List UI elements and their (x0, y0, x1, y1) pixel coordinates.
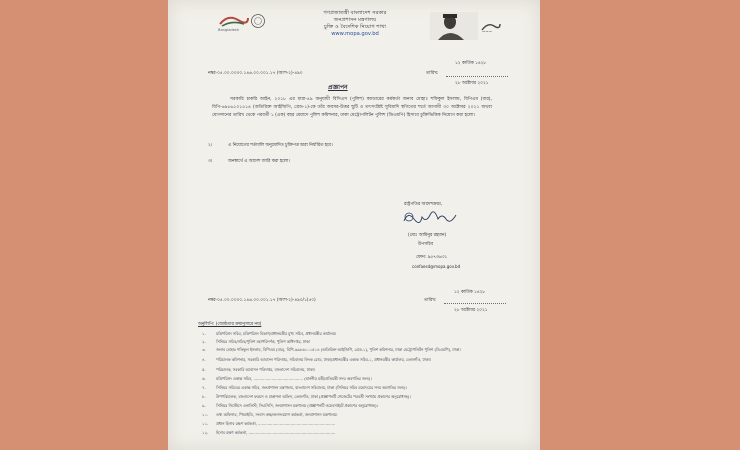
list-item: ১০. তথ্য অফিসার, পিআইডি, সংবাদ কক্ষ/জনসংযোগ কর্মকর্তা, জনপ্রশাসন মন্ত্রণালয়। (202, 412, 338, 417)
signatory-designation: উপসচিব (418, 242, 434, 247)
list-item: ৮. উপপরিচালক, বাংলাদেশ ফরমস ও প্রকাশনা অফিস, তেজগাঁও, ঢাকা (প্রজ্ঞাপনটি গেজেটের পরবর্তী সংখ্যায় প্রকাশের অনুরোধসহ)। (202, 394, 411, 399)
memo-number: নম্বর-০৫.০০.০০০০.১৪৬.০০.০০১.১৭ (অংশ-২)-৪৯০ (208, 71, 303, 76)
list-item: ৬. মন্ত্রিপরিষদ একান্ত সচিব, ......................................... (মাননীয় মন্ত্রী/প্রতিমন্ত্রী সদয় অবগতির জন্য)। (202, 376, 372, 381)
date-divider (444, 303, 506, 304)
item-number: ২। (208, 143, 213, 148)
logo-text: Bangladesh (218, 28, 240, 32)
list-item: ২. সিনিয়র সচিব/সচিব/পুলিশ মহাপরিদর্শক, পুলিশ অধিদপ্তর, ঢাকা (202, 339, 310, 344)
list-item: ৭. সিনিয়র সচিবের একান্ত সচিব, জনপ্রশাসন মন্ত্রণালয়, বাংলাদেশ সচিবালয়, ঢাকা (সিনিয়র সচিব মহোদয়ের সদয় অবগতির জন্য)। (202, 385, 407, 390)
item-text: জনস্বার্থে এ আদেশ জারি করা হলো। (228, 159, 290, 164)
signatory-name: (মোঃ আমিনুর রহমান) (408, 233, 447, 238)
memo2-date-label: তারিখ: (424, 298, 437, 303)
header-line-3: চুক্তি ও বৈদেশিক নিয়োগ শাখা (324, 24, 386, 30)
list-item: ১২. হিসাব রক্ষণ কর্মকর্তা, ........................................................................ (202, 430, 336, 435)
list-item: ১. মন্ত্রিপরিষদ সচিব, মন্ত্রিপরিষদ বিভাগ/প্রধানমন্ত্রীর মুখ্য সচিব, প্রধানমন্ত্রীর কার্যালয়। (202, 331, 337, 336)
order-line: রাষ্ট্রপতির আদেশক্রমে, (404, 202, 443, 207)
distribution-heading: অনুলিপি: (জ্যেষ্ঠতার ক্রমানুসারে নয়) (198, 322, 262, 327)
signatory-email: confaesd@mopa.gov.bd (412, 264, 461, 269)
list-item: ৩. জনাব মোহাঃ শফিকুল ইসলাম, বিপিএম (বার), বিপি-৬৯৮৬১০১৫১৪ (অতিরিক্ত আইজিপি, গ্রেড-১), পুলিশ কমিশনার, ঢাকা মেট্রোপলিটন পুলিশ (ডিএমপি), ঢাকা। (202, 347, 461, 352)
list-item: ৫. পরিচালক, সরকারি আবাসন পরিদপ্তর, বাংলাদেশ সচিবালয়, ঢাকা। (202, 367, 315, 372)
body-paragraph: সরকারি চাকরি আইন, ২০১৮ এর ধারা-৪৯ অনুযায়ী বিসিএস (পুলিশ) ক্যাডারের কর্মকর্তা জনাব মোহাঃ শফিকুল ইসলাম, বিপিএম (বার), বিপি-৬৯৮৬১০১৫১৪ (অতিরিক্ত আইজিপি, গ্রেড-১)-কে তাঁর অবসর-উত্তর ছুটি ও তৎসংশ্লিষ্ট সুবিধাদি স্থগিতের শর্তে আগামী ৩০ অক্টোবর ২০২১ অথবা যোগদানের তারিখ থেকে পরবর্তী ১ (এক) বছর মেয়াদে পুলিশ কমিশনার, ঢাকা মেট্রোপলিটন পুলিশ (ডিএমপি) হিসাবে চুক্তিভিত্তিক নিয়োগ করা হলো। (212, 97, 492, 119)
memo2-date-english: ২৮ অক্টোবর ২০২১ (454, 308, 488, 313)
portrait-image (430, 12, 478, 40)
item-number: ৩। (208, 159, 213, 164)
memo-date-english: ২৮ অক্টোবর ২০২১ (455, 81, 489, 86)
svg-text:~~~: ~~~ (482, 29, 493, 34)
header-website: www.mopa.gov.bd (331, 31, 379, 37)
page-title: প্রজ্ঞাপন (328, 84, 348, 91)
header-line-2: জনপ্রশাসন মন্ত্রণালয় (333, 17, 377, 23)
memo-date-label: তারিখ: (426, 71, 439, 76)
item-text: এ নিয়োগের শর্তাবলি অনুমোদিত চুক্তিপত্র দ্বারা নির্ধারিত হবে। (228, 143, 333, 148)
emblem-icon (480, 20, 502, 34)
signatory-phone: ফোন: ৯৫৭৩৬৩১ (416, 255, 448, 260)
memo2-date-bangla: ১২ কার্তিক ১৪২৮ (454, 290, 486, 295)
list-item: ৯. সিনিয়র সিস্টেমস এনালিস্ট, সিএসিসি, জনপ্রশাসন মন্ত্রণালয় (প্রজ্ঞাপনটি ওয়েবসাইটে প্রকাশের অনুরোধসহ)। (202, 403, 378, 408)
list-item: ৪. পরিচালক কমিশনার, সরকারি আবাসন পরিদপ্তর, সচিবালয় লিংক রোড, ঢাকা/প্রধানমন্ত্রীর একান্ত সচিব-১, প্রধানমন্ত্রীর কার্যালয়, তেজগাঁও, ঢাকা। (202, 357, 431, 362)
memo-date-bangla: ১২ কার্তিক ১৪২৮ (455, 61, 487, 66)
date-divider (446, 76, 508, 77)
memo2-number: নম্বর-০৫.০০.০০০০.১৪৬.০০.০০১.১৭ (অংশ-২)-৪৯০/১(৫০) (208, 298, 316, 303)
document-page (168, 0, 540, 450)
header-line-1: গণপ্রজাতন্ত্রী বাংলাদেশ সরকার (323, 10, 387, 16)
list-item: ১১. প্রধান হিসাব রক্ষণ কর্মকর্তা, ................................................................ (202, 421, 336, 426)
signature-image (400, 207, 458, 229)
